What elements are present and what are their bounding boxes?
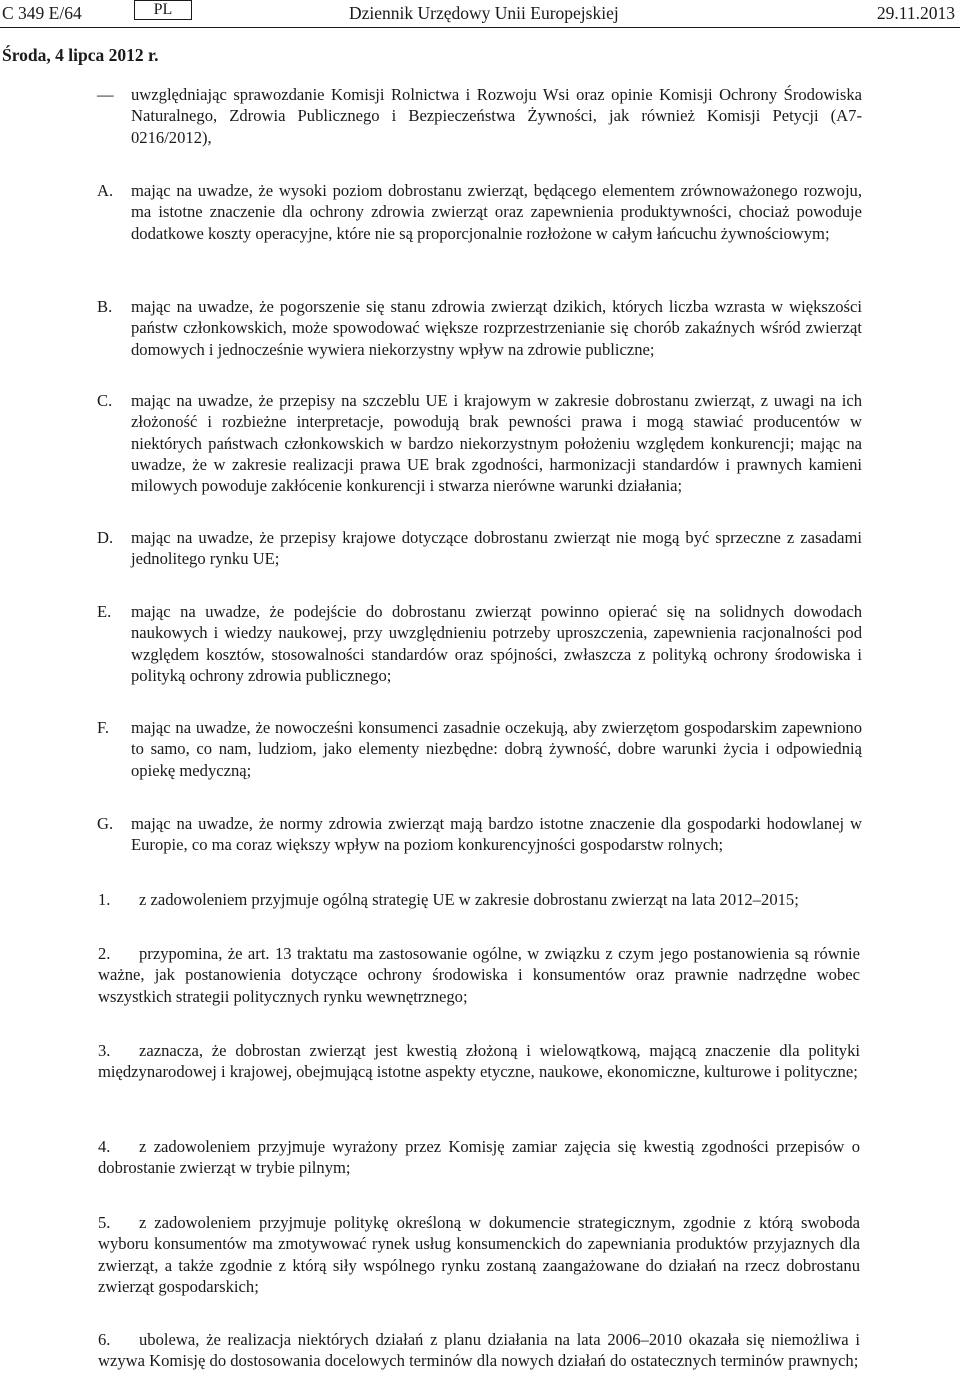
recital-b	[97, 296, 862, 360]
point-number: 4.	[98, 1137, 111, 1156]
recital-letter: G.	[97, 814, 114, 833]
point-number: 3.	[98, 1041, 111, 1060]
point-4	[98, 1136, 860, 1179]
point-1	[98, 889, 860, 910]
recital-letter: C.	[97, 391, 113, 410]
recital-letter: E.	[97, 602, 112, 621]
recital-text: mając na uwadze, że pogorszenie się stanu zdrowia zwierząt dzikich, których liczba wzrasta w większości państw członkowskich, może spowodować większe rozprzestrzenianie się chorób zakaźnych wśród zwierząt domowych i jednocześnie wywiera niekorzystny wpływ na zdrowie publiczne;	[131, 297, 862, 359]
point-2	[98, 943, 860, 1007]
point-5	[98, 1212, 860, 1297]
header-rule	[0, 27, 960, 28]
recital-f	[97, 717, 862, 781]
point-text: zaznacza, że dobrostan zwierząt jest kwestią złożoną i wielowątkową, mającą znaczenie dla polityki międzynarodowej i krajowej, obejmującą istotne aspekty etyczne, naukowe, ekonomiczne, kulturowe i polityczne;	[98, 1041, 860, 1082]
point-number: 2.	[98, 944, 111, 963]
recital-letter: B.	[97, 297, 113, 316]
recital-g	[97, 813, 862, 856]
point-number: 5.	[98, 1213, 111, 1232]
intro-text: uwzględniając sprawozdanie Komisji Rolnictwa i Rozwoju Wsi oraz opinie Komisji Ochrony Środowiska Naturalnego, Zdrowia Publicznego i Bezpieczeństwa Żywności, jak również Komisji Petycji (A7-0216/2012),	[131, 85, 862, 147]
recital-d	[97, 527, 862, 570]
page-header	[0, 0, 960, 27]
point-text: z zadowoleniem przyjmuje wyrażony przez Komisję zamiar zajęcia się kwestią zgodności przepisów o dobrostanie zwierząt w trybie pilnym;	[98, 1137, 860, 1178]
recital-letter: D.	[97, 528, 114, 547]
point-text: z zadowoleniem przyjmuje ogólną strategię UE w zakresie dobrostanu zwierząt na lata 2012–2015;	[139, 890, 799, 909]
point-number: 6.	[98, 1330, 111, 1349]
point-number: 1.	[98, 890, 111, 909]
recital-letter: A.	[97, 181, 114, 200]
recital-c	[97, 390, 862, 496]
point-text: z zadowoleniem przyjmuje politykę określoną w dokumencie strategicznym, zgodnie z którą swoboda wyboru konsumentów ma zmotywować rynek usług konsumenckich do zapewniania produktów przyjaznych dla zwierząt, a także zgodnie z którą siły wspólnego rynku zostaną zaangażowane do działań na rzecz dobrostanu zwierząt gospodarskich;	[98, 1213, 860, 1296]
point-3	[98, 1040, 860, 1083]
recital-text: mając na uwadze, że przepisy krajowe dotyczące dobrostanu zwierząt nie mogą być sprzeczne z zasadami jednolitego rynku UE;	[131, 528, 862, 569]
issue-date: 29.11.2013	[876, 3, 955, 23]
recital-text: mając na uwadze, że normy zdrowia zwierząt mają bardzo istotne znaczenie dla gospodarki hodowlanej w Europie, co ma coraz większy wpływ na poziom konkurencyjności gospodarstw rolnych;	[131, 814, 862, 855]
intro-dash: —	[97, 85, 114, 104]
recital-letter: F.	[97, 718, 110, 737]
point-text: ubolewa, że realizacja niektórych działań z planu działania na lata 2006–2010 okazała się niemożliwa i wzywa Komisję do dostosowania docelowych terminów dla nowych działań do ostatecznych terminów prawnych;	[98, 1330, 860, 1371]
recital-text: mając na uwadze, że podejście do dobrostanu zwierząt powinno opierać się na solidnych dowodach naukowych i wiedzy naukowej, przy uwzględnieniu potrzeby uproszczenia, zapewnienia racjonalności pod względem kosztów, stosowalności standardów oraz spójności, zwłaszcza z polityką ochrony środowiska i polityką ochrony zdrowia publicznego;	[131, 602, 862, 685]
point-text: przypomina, że art. 13 traktatu ma zastosowanie ogólne, w związku z czym jego postanowienia są równie ważne, jak postanowienia dotyczące ochrony środowiska i konsumentów oraz prawnie nadrzędne wobec wszystkich strategii politycznych rynku wewnętrznego;	[98, 944, 860, 1006]
recital-text: mając na uwadze, że nowocześni konsumenci zasadnie oczekują, aby zwierzętom gospodarskim zapewniono to samo, co nam, ludziom, jako elementy niezbędne: dobrą żywność, dobre warunki życia i odpowiednią opiekę medyczną;	[131, 718, 862, 780]
language-code: PL	[134, 0, 192, 20]
intro-paragraph	[97, 84, 862, 148]
journal-title: Dziennik Urzędowy Unii Europejskiej	[349, 3, 619, 23]
session-date: Środa, 4 lipca 2012 r.	[2, 45, 159, 65]
recital-e	[97, 601, 862, 686]
recital-text: mając na uwadze, że wysoki poziom dobrostanu zwierząt, będącego elementem zrównoważonego rozwoju, ma istotne znaczenie dla ochrony zdrowia zwierząt oraz zapewnienia produktywności, chociaż powoduje dodatkowe koszty operacyjne, które nie są proporcjonalnie rozłożone w całym łańcuchu żywnościowym;	[131, 181, 862, 243]
point-6	[98, 1329, 860, 1372]
recital-a	[97, 180, 862, 244]
recital-text: mając na uwadze, że przepisy na szczeblu UE i krajowym w zakresie dobrostanu zwierząt, z uwagi na ich złożoność i rozbieżne interpretacje, powodują brak pewności prawa i mogą stawiać producentów w niektórych państwach członkowskich w bardzo niekorzystnym położeniu względem konkurencji; mając na uwadze, że w zakresie realizacji prawa UE brak zgodności, harmonizacji standardów i prawnych kamieni milowych powoduje zakłócenie konkurencji i stwarza nierówne warunki działania;	[131, 391, 862, 496]
page-reference: C 349 E/64	[2, 3, 82, 23]
